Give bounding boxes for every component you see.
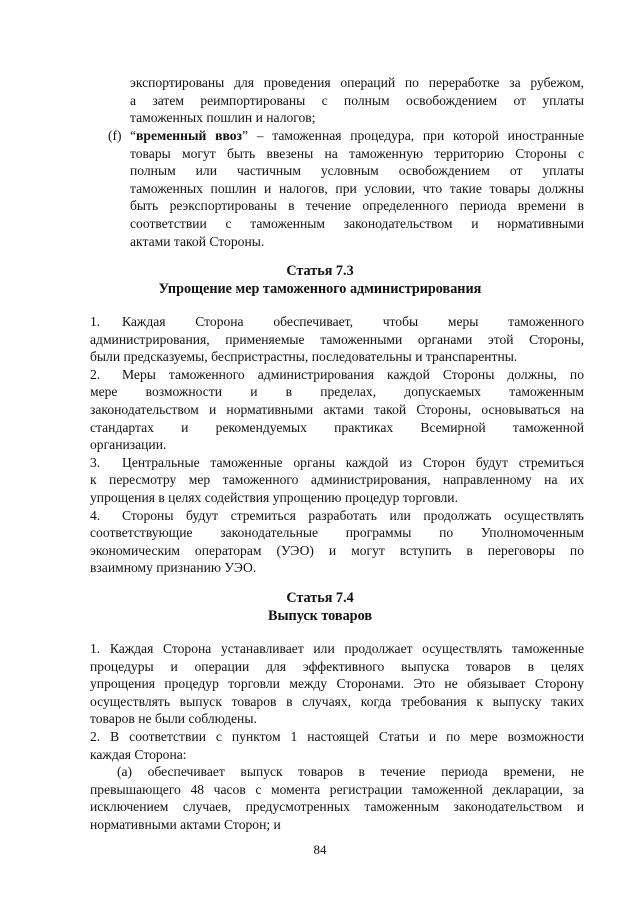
text-line: осуществлять выпуск товаров в случаях, когда требования к выпуску таких [90,693,584,709]
definition-item-f [0,127,640,250]
item-marker: (f) [108,128,122,143]
text-line: быть реэкспортированы в течение определенного периода времени в [130,198,584,214]
article-number: Статья 7.4 [286,590,354,606]
text-line: администрирования, применяемые таможенными органами этой Стороны, [90,331,584,347]
page-number: 84 [313,842,327,857]
paragraph-first-line: 1. Каждая Сторона обеспечивает, чтобы меры таможенного [90,314,584,329]
text-line: таможенных пошлин и налогов, при условии, что такие товары должны [130,180,584,196]
text-line: организации. [90,437,167,453]
article-title: Упрощение мер таможенного администрирования [158,281,482,297]
article-7-4-heading [0,589,640,625]
text-line: полным или частичным условным освобождением от уплаты [130,163,584,179]
article-7-3-body [0,313,640,577]
text-line: товары могут быть ввезены на таможенную территорию Стороны с [130,145,584,161]
paragraph-first-line: 2. Меры таможенного администрирования каждой Стороны должны, по [90,366,584,382]
text-line: мере возможности и в пределах, допускаемых таможенным [90,384,584,400]
text-line: стандартах и рекомендуемых практиках Всемирной таможенной [90,419,584,435]
text-line: нормативными актами Сторон; и [90,816,281,832]
text-line: упрощения в целях содействия упрощению процедур торговли. [90,489,458,505]
text-line: таможенных пошлин и налогов; [130,110,316,126]
text-line: законодательством и нормативными актами такой Стороны, основываться на [90,401,584,417]
text-line: экономическим операторам (УЭО) и могут вступить в переговоры по [90,542,584,558]
text-line: товаров не были соблюдены. [90,711,257,727]
text-line: взаимному признанию УЭО. [90,560,257,576]
text-line: исключением случаев, предусмотренных таможенным законодательством и [90,799,584,815]
continuation-text [0,74,640,127]
text-line: 1. Каждая Сторона устанавливает или продолжает осуществлять таможенные [90,641,584,656]
text-line: экспортированы для проведения операций по переработке за рубежом, [130,75,584,90]
text-line: а затем реимпортированы с полным освобождением от уплаты [130,92,584,108]
text-line: соответствии с таможенным законодательством и нормативными [130,215,584,231]
article-number: Статья 7.3 [286,263,354,279]
article-7-3-heading [0,262,640,298]
text-line: были предсказуемы, беспристрастны, последовательны и транспарентны. [90,349,518,365]
paragraph-first-line: 3. Центральные таможенные органы каждой из Сторон будут стремиться [90,454,584,470]
article-7-4-body [0,640,640,834]
text-line: актами такой Стороны. [130,233,265,249]
text-line: “временный ввоз” – таможенная процедура, при которой иностранные [130,128,584,143]
text-line: каждая Сторона: [90,746,187,762]
text-line: соответствующие законодательные программы по Уполномоченным [90,525,584,541]
article-title: Выпуск товаров [268,608,372,624]
paragraph-first-line: 4. Стороны будут стремиться разработать или продолжать осуществлять [90,507,584,523]
text-line: 2. В соответствии с пунктом 1 настоящей Статьи и по мере возможности [90,728,584,744]
text-line: к пересмотру мер таможенного администрирования, направленному на их [90,472,584,488]
text-line: превышающего 48 часов с момента регистрации таможенной декларации, за [90,781,584,797]
text-line: процедуры и операции для эффективного выпуска товаров в целях [90,658,584,674]
defined-term: временный ввоз [136,128,242,143]
text-line: упрощения процедур торговли между Сторонами. Это не обязывает Сторону [90,676,584,692]
text-line: (а) обеспечивает выпуск товаров в течение периода времени, не [117,764,584,780]
